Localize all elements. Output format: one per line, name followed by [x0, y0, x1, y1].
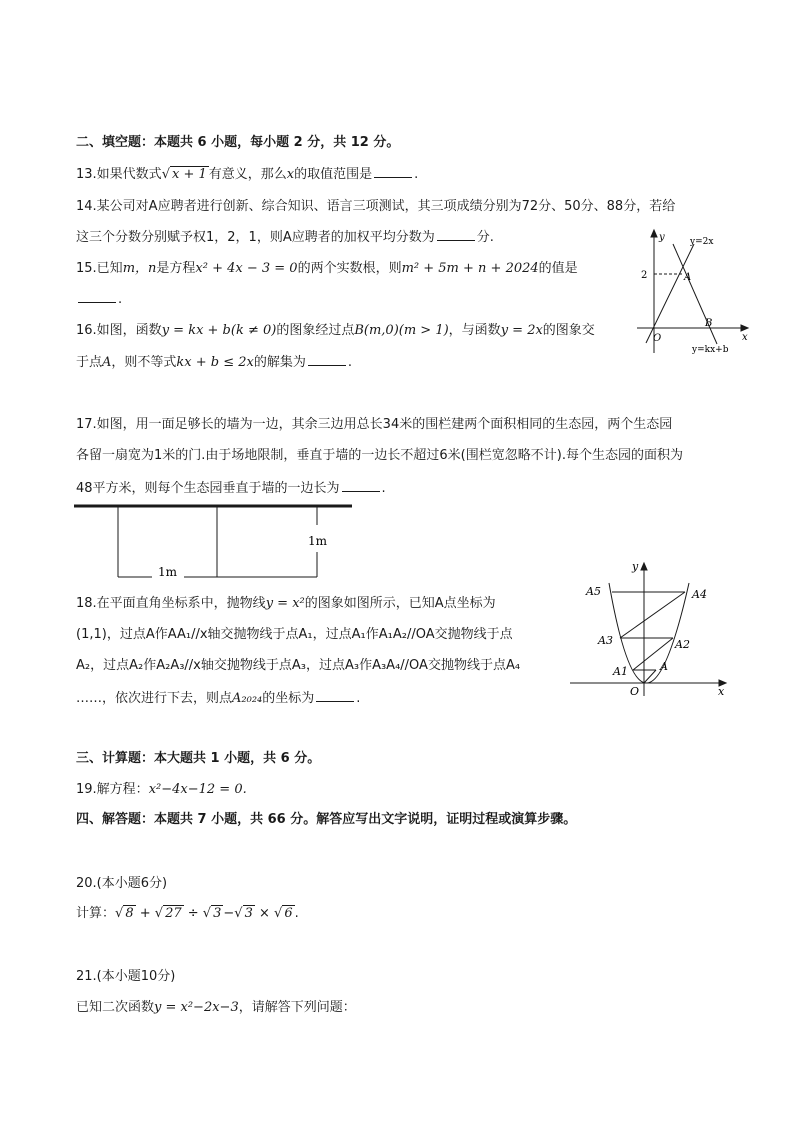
sqrt-sign: √: [161, 167, 170, 182]
fig18-x-label: x: [718, 685, 725, 698]
answer-blank: [342, 478, 380, 492]
fig16-point-A: A: [684, 272, 692, 283]
fig16-x-label: x: [742, 332, 748, 343]
fig18-y-label: y: [632, 560, 639, 573]
question-21-title: 21.(本小题10分): [76, 969, 176, 984]
y-axis-arrow: [651, 230, 657, 237]
q15-mn: m，n: [122, 261, 157, 276]
fig18-point-A5: A5: [586, 585, 601, 598]
q16-pt: B(m,0)(m > 1): [354, 323, 449, 338]
q16-l2a: 于点: [76, 355, 103, 370]
door-label-2: 1m: [308, 534, 328, 548]
q19-eq: x²−4x−12 = 0.: [148, 782, 247, 797]
q15-eq: x² + 4x − 3 = 0: [195, 261, 298, 276]
q16-f2: y = 2x: [500, 323, 543, 338]
y-axis-arrow: [641, 563, 647, 570]
fig18-point-A2: A2: [675, 638, 690, 651]
q18-l4c: 的坐标为: [262, 691, 315, 706]
q19-pre: 19.解方程：: [76, 782, 149, 797]
q18-l4b: A₂₀₂₄: [232, 691, 263, 706]
q16-c: ，与函数: [448, 323, 501, 338]
q20-r3: 3: [213, 906, 222, 921]
fig18-origin-label: O: [630, 685, 640, 698]
q16-d: 的图象交: [542, 323, 595, 338]
q16-ineq: kx + b ≤ 2x: [176, 355, 254, 370]
q15-d: 的两个实数根，则: [297, 261, 402, 276]
fig18-point-A: A: [660, 660, 668, 673]
fig16-label-y2x: y=2x: [690, 237, 714, 247]
q14-line2-end: 分.: [476, 230, 494, 245]
fig16-origin-label: O: [653, 333, 662, 344]
fig18-point-A3: A3: [598, 634, 613, 647]
question-19: [76, 780, 247, 800]
question-17-line1: 17.如图，用一面足够长的墙为一边，其余三边用总长34米的围栏建两个面积相同的生态园，两个生态园: [76, 417, 673, 432]
q13-var: x: [286, 167, 295, 182]
answer-blank: [308, 352, 346, 366]
figure-q17-fence: [74, 500, 356, 582]
q16-a: 16.如图，函数: [76, 323, 162, 338]
figure-q18-parabola: [568, 558, 734, 700]
q21-post: ，请解答下列问题：: [238, 1000, 356, 1015]
answer-blank: [374, 164, 412, 178]
seg-A3-A4: [620, 592, 685, 638]
door-label-1: 1m: [158, 565, 178, 579]
q15-expr: m² + 5m + n + 2024: [401, 261, 539, 276]
section-header-calc: 三、计算题：本大题共 1 小题，共 6 分。: [76, 751, 321, 766]
q14-line2-text: 这三个分数分别赋予权1，2，1，则A应聘者的加权平均分数为: [76, 230, 435, 245]
fig18-point-A4: A4: [692, 588, 707, 601]
q13-pre: 13.如果代数式: [76, 167, 162, 182]
fig18-point-A1: A1: [613, 665, 628, 678]
q16-l2c: 的解集为: [253, 355, 306, 370]
q18-para: y = x²: [265, 596, 305, 611]
q13-post: 有意义，那么: [208, 167, 287, 182]
question-20-title: 20.(本小题6分): [76, 876, 168, 891]
q17-line3-text: 48平方米，则每个生态园垂直于墙的一边长为: [76, 481, 340, 496]
question-18-line3: A₂，过点A₂作A₂A₃//x轴交抛物线于点A₃，过点A₃作A₃A₄//OA交抛物线于点A₄: [76, 658, 521, 673]
q16-A: A: [102, 355, 112, 370]
question-14-line2: [76, 227, 494, 248]
question-17-line3: 48平方米，则每个生态园垂直于墙的一边长为 .: [76, 478, 386, 499]
q16-b: 的图象经过点: [276, 323, 355, 338]
fig16-label-ykxb: y=kx+b: [692, 345, 729, 355]
question-17-line2: 各留一扇宽为1米的门.由于场地限制，垂直于墙的一边长不超过6米(围栏宽忽略不计).每个生态园的面积为: [76, 448, 683, 463]
q18-b: 的图象如图所示，已知A点坐标为: [304, 596, 496, 611]
answer-blank: [78, 289, 116, 303]
question-14-line1: 14.某公司对A应聘者进行创新、综合知识、语言三项测试，其三项成绩分别为72分、50分、88分，若给: [76, 199, 676, 214]
question-15-line2: .: [76, 289, 122, 310]
q15-c: 是方程: [156, 261, 196, 276]
line-y-kx-b: [673, 244, 717, 344]
q20-r5: 6: [284, 906, 293, 921]
q21-f: y = x²−2x−3: [154, 1000, 239, 1015]
question-13: 13.如果代数式√ x + 1 有意义，那么x的取值范围是 .: [76, 164, 418, 185]
q13-radicand: x + 1: [171, 167, 207, 182]
q20-r2: 27: [165, 906, 182, 921]
answer-blank: [316, 688, 354, 702]
q20-r1: 8: [125, 906, 134, 921]
section-header-fill-blank: 二、填空题：本题共 6 小题，每小题 2 分，共 12 分。: [76, 135, 400, 150]
question-16-line1: [76, 321, 595, 341]
answer-blank: [437, 227, 475, 241]
fig16-y-label: y: [659, 232, 665, 243]
q15-a: 15.已知: [76, 261, 123, 276]
seg-O-A: [644, 670, 656, 683]
q18-a: 18.在平面直角坐标系中，抛物线: [76, 596, 266, 611]
q16-f1: y = kx + b(k ≠ 0): [161, 323, 277, 338]
q13-post2: 的取值范围是: [294, 167, 373, 182]
question-16-line2: 于点A，则不等式kx + b ≤ 2x的解集为 .: [76, 352, 352, 373]
q15-e: 的值是: [538, 261, 578, 276]
q21-pre: 已知二次函数: [76, 1000, 155, 1015]
fig16-point-B: B: [705, 318, 713, 329]
question-21-body: [76, 998, 356, 1018]
question-15: [76, 259, 578, 279]
figure-q16-graph: [632, 228, 752, 358]
fig16-tick-2: 2: [641, 270, 648, 281]
q20-r4: 3: [244, 906, 253, 921]
section-header-answer: 四、解答题：本题共 7 小题，共 66 分。解答应写出文字说明，证明过程或演算步骤。: [76, 812, 577, 827]
question-18-line1: [76, 594, 496, 614]
question-18-line4: ……，依次进行下去，则点A₂₀₂₄的坐标为 .: [76, 688, 360, 709]
question-20-expr: 计算：√ 8 + √ 27 ÷ √ 3 −√ 3 × √ 6 .: [76, 906, 299, 921]
question-18-line2: (1,1)，过点A作AA₁//x轴交抛物线于点A₁，过点A₁作A₁A₂//OA交抛物线于点: [76, 627, 513, 642]
q18-l4a: ……，依次进行下去，则点: [76, 691, 233, 706]
q16-l2b: ，则不等式: [111, 355, 177, 370]
x-axis-arrow: [741, 325, 748, 331]
q20-pre: 计算：: [76, 906, 116, 921]
